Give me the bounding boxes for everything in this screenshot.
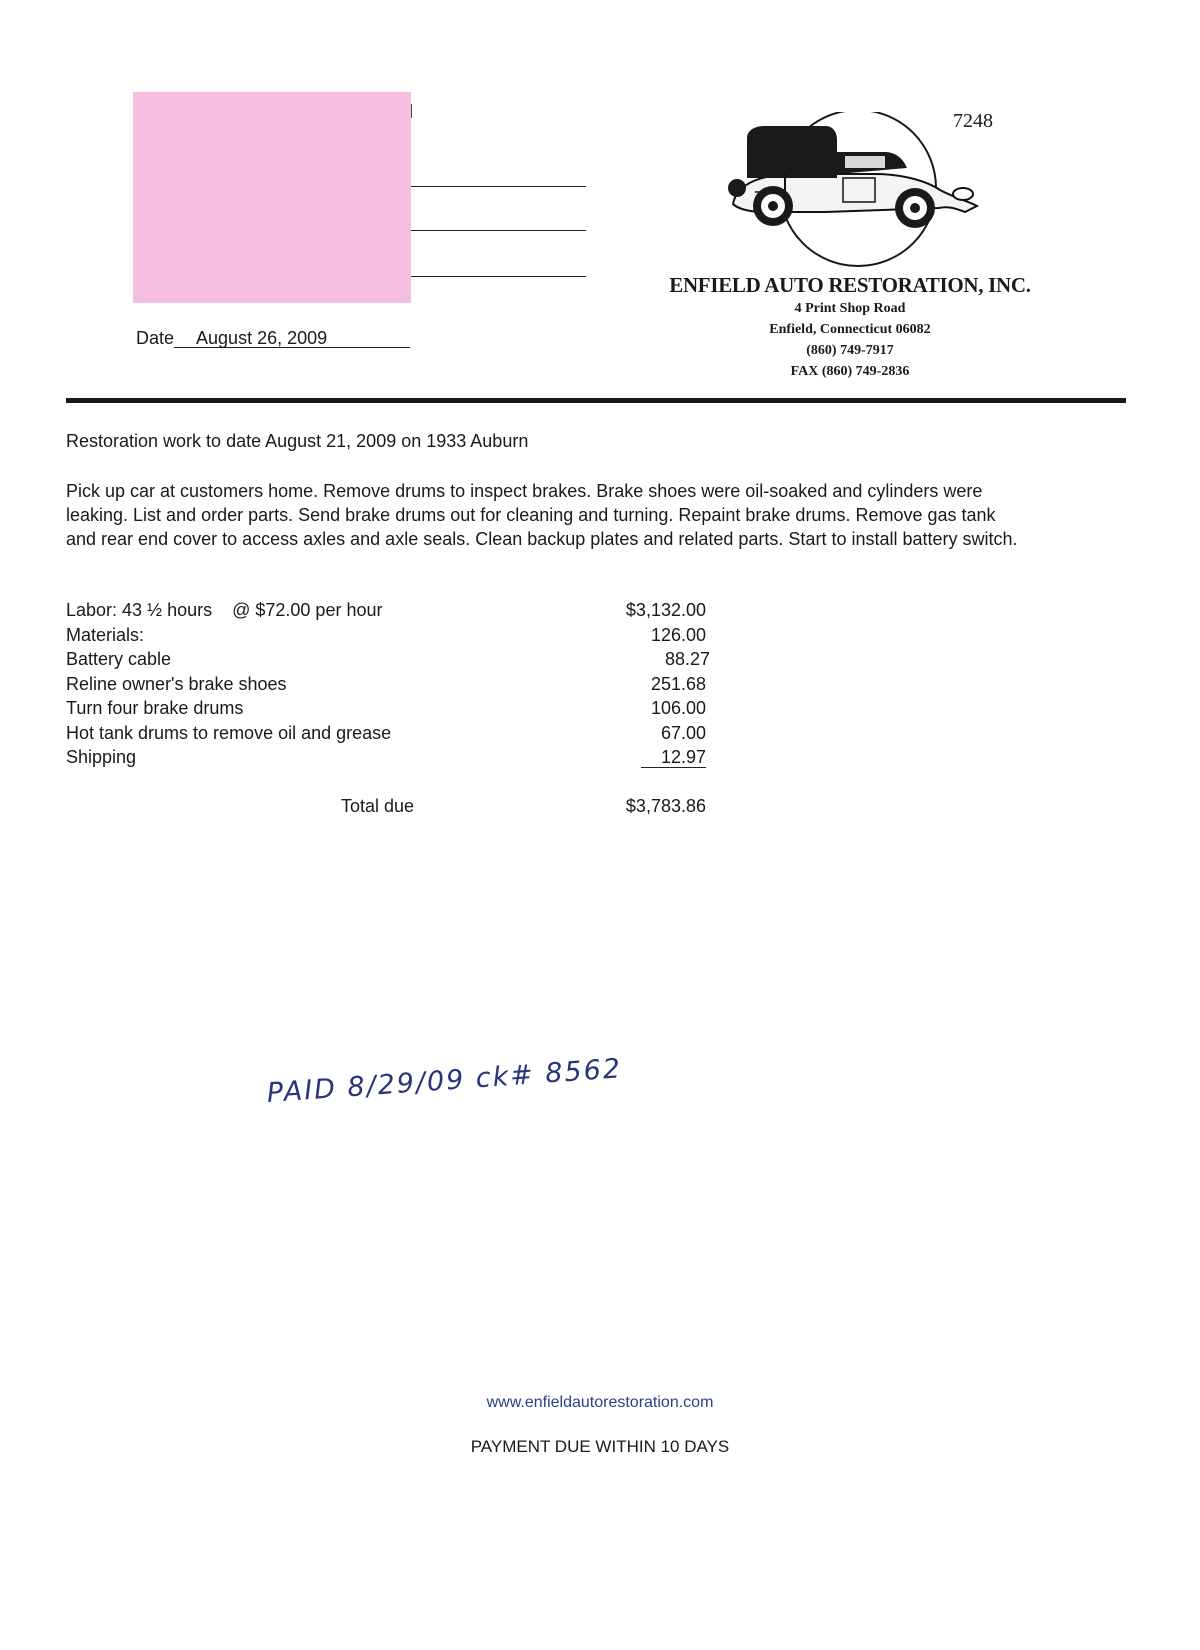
line-item-label: Reline owner's brake shoes bbox=[66, 673, 287, 694]
total-amount: $3,783.86 bbox=[625, 796, 706, 816]
total-label: Total due bbox=[341, 796, 415, 816]
company-header bbox=[640, 272, 1060, 382]
line-item bbox=[66, 674, 706, 699]
address-line-3 bbox=[411, 276, 586, 277]
invoice-number: 7248 bbox=[953, 110, 993, 132]
line-item-amount: 126.00 bbox=[650, 624, 706, 645]
handwritten-paid-note: PAID 8/29/09 ck# 8562 bbox=[265, 1053, 623, 1109]
line-item-amount: 12.97 bbox=[641, 747, 706, 768]
company-address-line2: Enfield, Connecticut 06082 bbox=[769, 322, 931, 337]
work-description: Pick up car at customers home. Remove drums to inspect brakes. Brake shoes were oil-soaked and cylinders were leaking. List and order parts. Send brake drums out for cleaning and turning. Repaint brake drums. Remove gas tank and rear end cover to access axles and axle seals. Clean backup plates and related parts. Start to install battery switch. bbox=[66, 481, 1018, 549]
line-item-amount: 251.68 bbox=[650, 673, 706, 694]
line-item-amount: $3,132.00 bbox=[625, 600, 706, 620]
line-item-amount: 67.00 bbox=[660, 722, 706, 743]
line-item bbox=[66, 625, 706, 650]
line-item bbox=[66, 698, 706, 723]
redacted-address-block bbox=[133, 92, 411, 303]
work-subtitle: Restoration work to date August 21, 2009 on 1933 Auburn bbox=[66, 431, 529, 451]
address-line-1 bbox=[411, 186, 586, 187]
website-link[interactable]: www.enfieldautorestoration.com bbox=[486, 1394, 714, 1411]
payment-terms: PAYMENT DUE WITHIN 10 DAYS bbox=[470, 1437, 730, 1456]
line-item-label: Labor: 43 ½ hours @ $72.00 per hour bbox=[66, 600, 383, 620]
line-item-label: Shipping bbox=[66, 747, 137, 767]
line-item-label: Hot tank drums to remove oil and grease bbox=[66, 722, 392, 743]
line-item-label: Materials: bbox=[66, 624, 145, 645]
date-label: Date bbox=[136, 328, 175, 348]
company-name: ENFIELD AUTO RESTORATION, INC. bbox=[669, 273, 1031, 297]
address-line-2 bbox=[411, 230, 586, 231]
line-item bbox=[66, 600, 706, 625]
line-item-amount: 106.00 bbox=[650, 698, 706, 718]
date-value: August 26, 2009 bbox=[174, 329, 410, 348]
line-item-label: Battery cable bbox=[66, 649, 172, 669]
vintage-car-logo bbox=[725, 112, 985, 268]
line-items bbox=[66, 600, 710, 772]
header-divider bbox=[66, 398, 1126, 403]
company-fax: FAX (860) 749-2836 bbox=[790, 364, 910, 379]
address-corner-mark bbox=[411, 104, 412, 118]
company-phone: (860) 749-7917 bbox=[806, 343, 894, 358]
line-item bbox=[66, 723, 706, 748]
line-item-amount: 88.27 bbox=[664, 649, 710, 669]
line-item bbox=[66, 649, 710, 674]
line-item bbox=[66, 747, 706, 772]
date-row bbox=[136, 328, 410, 349]
company-address-line1: 4 Print Shop Road bbox=[794, 301, 906, 316]
line-item-label: Turn four brake drums bbox=[66, 698, 244, 718]
